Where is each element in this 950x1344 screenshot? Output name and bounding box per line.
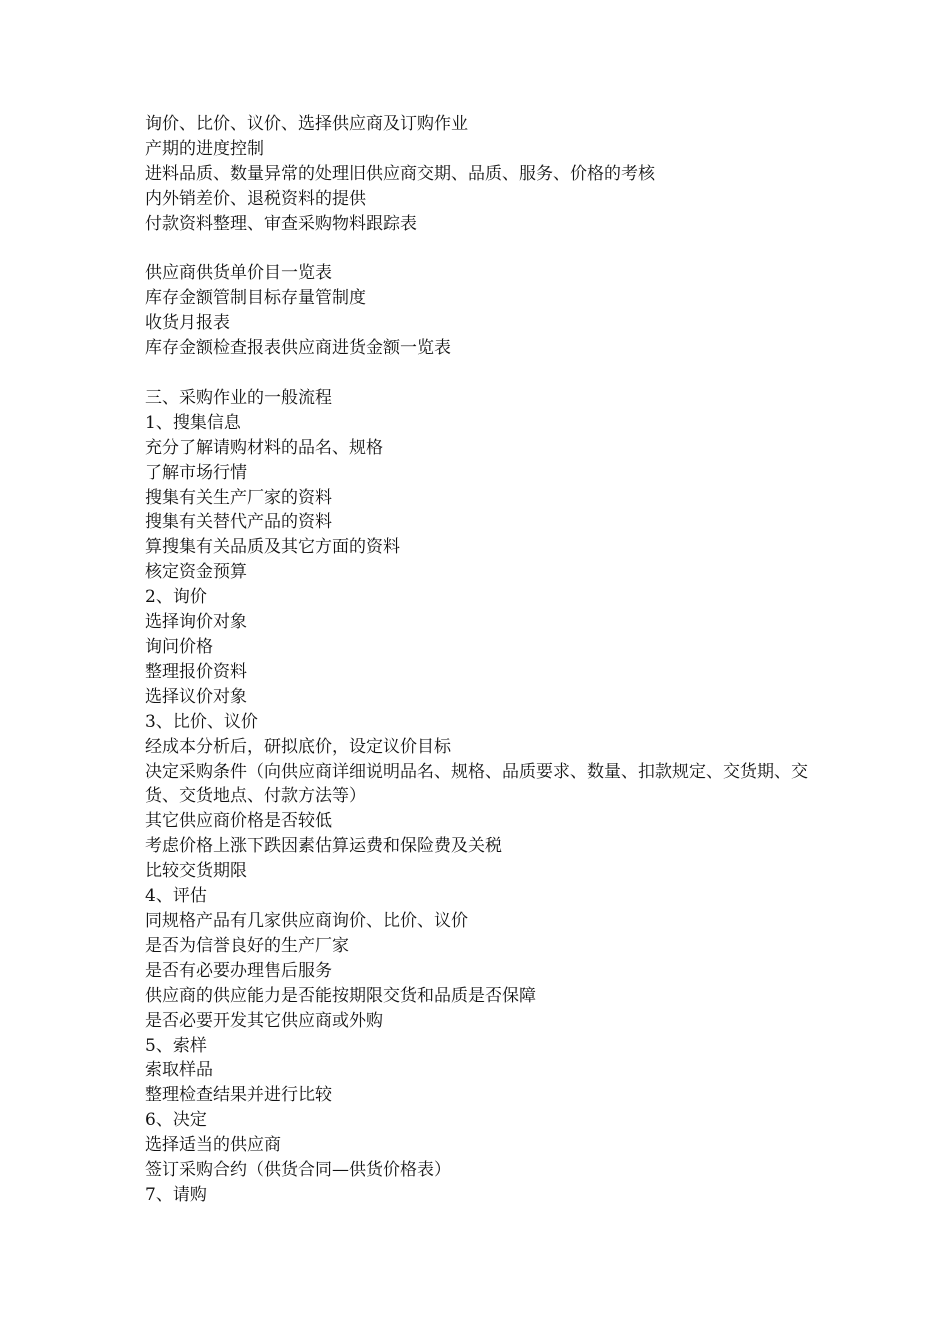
step-item: 是否必要开发其它供应商或外购 bbox=[145, 1010, 383, 1031]
step-item: 选择询价对象 bbox=[145, 612, 247, 633]
document-page bbox=[145, 112, 825, 1208]
step-item: 了解市场行情 bbox=[145, 462, 247, 483]
paragraph-block-1 bbox=[145, 112, 825, 237]
step-heading: 3、比价、议价 bbox=[145, 711, 258, 732]
step-item: 整理报价资料 bbox=[145, 661, 247, 682]
step-item: 选择适当的供应商 bbox=[145, 1135, 281, 1156]
step-heading: 5、索样 bbox=[145, 1035, 207, 1056]
step-item: 是否为信誉良好的生产厂家 bbox=[145, 935, 349, 956]
section-3 bbox=[145, 386, 825, 1208]
blank-line bbox=[145, 237, 825, 262]
text-line: 付款资料整理、审查采购物料跟踪表 bbox=[145, 213, 417, 234]
step-heading: 2、询价 bbox=[145, 587, 207, 608]
step-item: 决定采购条件（向供应商详细说明品名、规格、品质要求、数量、扣款规定、交货期、交货、交货地点、付款方法等） bbox=[145, 761, 808, 807]
text-line: 询价、比价、议价、选择供应商及订购作业 bbox=[145, 114, 468, 134]
text-line: 收货月报表 bbox=[145, 313, 230, 334]
step-item: 考虑价格上涨下跌因素估算运费和保险费及关税 bbox=[145, 836, 502, 857]
step-item: 搜集有关替代产品的资料 bbox=[145, 512, 332, 533]
step-item: 整理检查结果并进行比较 bbox=[145, 1085, 332, 1106]
step-heading: 4、评估 bbox=[145, 886, 207, 907]
step-heading: 7、请购 bbox=[145, 1184, 207, 1205]
step-item: 充分了解请购材料的品名、规格 bbox=[145, 437, 383, 458]
step-item: 算搜集有关品质及其它方面的资料 bbox=[145, 537, 400, 558]
step-item: 同规格产品有几家供应商询价、比价、议价 bbox=[145, 910, 468, 931]
text-line: 产期的进度控制 bbox=[145, 138, 264, 159]
text-line: 供应商供货单价目一览表 bbox=[145, 263, 332, 284]
blank-line bbox=[145, 361, 825, 386]
step-item: 供应商的供应能力是否能按期限交货和品质是否保障 bbox=[145, 985, 536, 1006]
section-title: 三、采购作业的一般流程 bbox=[145, 387, 332, 408]
text-line: 内外销差价、退税资料的提供 bbox=[145, 188, 366, 209]
step-item: 其它供应商价格是否较低 bbox=[145, 811, 332, 832]
step-item: 核定资金预算 bbox=[145, 562, 247, 583]
text-line: 库存金额管制目标存量管制度 bbox=[145, 288, 366, 309]
paragraph-block-2 bbox=[145, 261, 825, 361]
step-heading: 1、搜集信息 bbox=[145, 412, 241, 433]
step-item: 是否有必要办理售后服务 bbox=[145, 960, 332, 981]
step-item: 比较交货期限 bbox=[145, 861, 247, 882]
text-line: 进料品质、数量异常的处理旧供应商交期、品质、服务、价格的考核 bbox=[145, 163, 655, 184]
step-item: 询问价格 bbox=[145, 637, 213, 657]
text-line: 库存金额检查报表供应商进货金额一览表 bbox=[145, 338, 451, 359]
step-item: 经成本分析后，研拟底价，设定议价目标 bbox=[145, 736, 451, 757]
step-heading: 6、决定 bbox=[145, 1110, 207, 1131]
step-item: 签订采购合约（供货合同—供货价格表） bbox=[145, 1160, 451, 1181]
step-item: 选择议价对象 bbox=[145, 686, 247, 707]
step-item: 搜集有关生产厂家的资料 bbox=[145, 487, 332, 508]
step-item: 索取样品 bbox=[145, 1060, 213, 1081]
